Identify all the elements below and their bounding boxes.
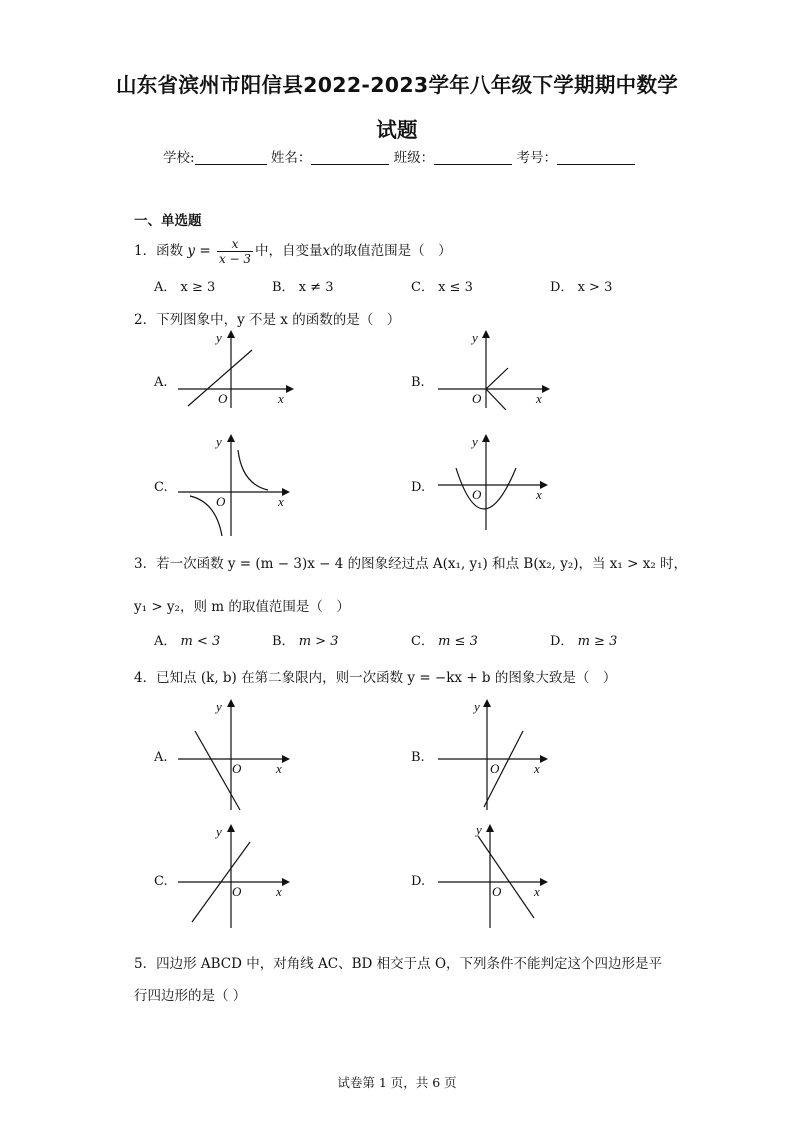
number-label: 考号： (516, 150, 557, 166)
q1-option-c[interactable]: C． x ≤ 3 (411, 280, 473, 295)
q2-option-c-label[interactable]: C. (154, 480, 168, 495)
q2-option-b-label[interactable]: B. (411, 375, 425, 390)
q1-frac-num: x (217, 237, 253, 252)
q4-option-b-label[interactable]: B. (411, 750, 425, 765)
svg-text:x: x (278, 391, 284, 406)
q1-post: 中，自变量 (255, 243, 323, 259)
q1-option-b[interactable]: B． x ≠ 3 (272, 280, 334, 295)
q2-graph-c (170, 432, 295, 540)
section-heading: 一、单选题 (134, 213, 202, 229)
page-footer: 试卷第 1 页，共 6 页 (337, 1075, 457, 1090)
page-title-line2: 试题 (376, 118, 418, 142)
q1-post2: 的取值范围是（ ） (330, 243, 452, 259)
q4-option-d-label[interactable]: D. (411, 874, 426, 889)
svg-text:x: x (278, 494, 284, 509)
q1-eq: = (195, 243, 215, 259)
q3-option-b[interactable]: B． m > 3 (272, 634, 339, 649)
number-blank[interactable] (557, 150, 635, 165)
svg-text:x: x (536, 487, 542, 502)
class-blank[interactable] (434, 150, 512, 165)
class-label: 班级： (393, 150, 435, 166)
q2-graph-b (430, 328, 555, 410)
q2-option-d-label[interactable]: D. (411, 480, 426, 495)
q1-pre: 函数 (156, 243, 184, 259)
name-blank[interactable] (311, 150, 389, 165)
page-title: 山东省滨州市阳信县2022-2023学年八年级下学期期中数学 (115, 73, 679, 97)
svg-text:O: O (472, 487, 482, 502)
svg-text:x: x (276, 761, 282, 776)
svg-text:y: y (476, 822, 482, 837)
q1-option-d[interactable]: D． x > 3 (550, 280, 613, 295)
svg-text:O: O (218, 391, 228, 406)
svg-text:y: y (216, 699, 222, 714)
q3-option-d[interactable]: D． m ≥ 3 (550, 634, 618, 649)
q4-option-a-label[interactable]: A. (154, 750, 168, 765)
svg-text:y: y (472, 330, 478, 345)
q4-graph-b (430, 697, 555, 812)
q1-var: x (322, 243, 331, 259)
q3-option-c[interactable]: C． m ≤ 3 (411, 634, 478, 649)
svg-text:y: y (216, 330, 222, 345)
svg-text:O: O (216, 494, 226, 509)
q1-frac-den: x − 3 (218, 252, 252, 266)
question-3-line1: 3．若一次函数 y = (m − 3)x − 4 的图象经过点 A(x₁, y₁) 和点 B(x₂, y₂)，当 x₁ > x₂ 时， (134, 556, 688, 572)
q2-graph-d (430, 432, 555, 532)
school-label: 学校: (163, 150, 195, 166)
q1-y: y (187, 243, 196, 259)
svg-text:x: x (536, 391, 542, 406)
q2-graph-a (170, 328, 295, 410)
name-label: 姓名： (270, 150, 312, 166)
question-5-line1: 5．四边形 ABCD 中，对角线 AC、BD 相交于点 O，下列条件不能判定这个四边形是平 (134, 956, 663, 972)
svg-text:O: O (492, 884, 502, 899)
q1-number: 1． (134, 243, 157, 259)
q4-graph-c (170, 822, 295, 930)
school-blank[interactable] (195, 150, 267, 165)
svg-text:O: O (472, 391, 482, 406)
q4-graph-a (170, 697, 295, 812)
svg-text:O: O (490, 761, 500, 776)
svg-text:y: y (216, 824, 222, 839)
svg-text:x: x (276, 884, 282, 899)
svg-text:O: O (232, 884, 242, 899)
svg-text:y: y (472, 434, 478, 449)
q3-option-a[interactable]: A． m < 3 (154, 634, 221, 649)
svg-text:y: y (474, 699, 480, 714)
question-1 (134, 237, 452, 266)
student-info-line (163, 146, 635, 166)
question-2: 2．下列图象中，y 不是 x 的函数的是（ ） (134, 312, 401, 328)
svg-text:y: y (216, 434, 222, 449)
question-3-line2: y₁ > y₂，则 m 的取值范围是（ ） (134, 599, 350, 615)
svg-text:x: x (534, 884, 540, 899)
question-4: 4．已知点 (k, b) 在第二象限内，则一次函数 y = −kx + b 的图象大致是（ ） (134, 670, 617, 686)
q4-option-c-label[interactable]: C. (154, 874, 168, 889)
q1-option-a[interactable]: A． x ≥ 3 (154, 280, 216, 295)
q2-option-a-label[interactable]: A. (154, 375, 168, 390)
q1-fraction (217, 237, 253, 266)
svg-text:O: O (232, 761, 242, 776)
svg-text:x: x (534, 761, 540, 776)
question-5-line2: 行四边形的是（ ） (134, 988, 247, 1004)
q4-graph-d (430, 822, 555, 930)
